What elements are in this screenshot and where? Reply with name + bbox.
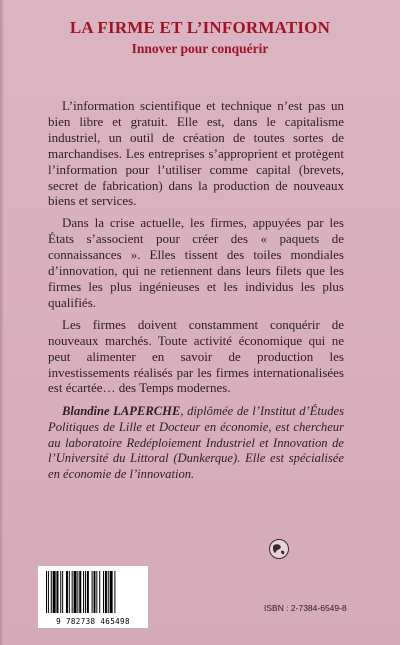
barcode-bar <box>48 571 49 613</box>
barcode-bar <box>92 571 93 613</box>
cover-edge-shadow <box>0 0 4 645</box>
barcode-bar <box>56 571 58 613</box>
barcode-bar <box>110 571 113 613</box>
globe-icon <box>268 538 290 560</box>
blurb-paragraph: Les firmes doivent constamment conquérir de nouveaux marchés. Toute activité économique qui ne peut alimenter en savoir de production les investissements réalisés par les firmes internationalisées est écartée… des Temps modernes. <box>48 316 344 396</box>
barcode-bar <box>87 571 89 613</box>
barcode-bars <box>46 571 140 613</box>
barcode <box>38 566 148 628</box>
author-bio-text: , diplômée de l’Institut d’Études Politiques de Lille et Docteur en économie, est chercheur au laboratoire Redéploiement Industriel et Innovation de l’Université du Littoral (Dunkerque). Elle est spécialisée en économie de l’innovation. <box>48 404 345 482</box>
barcode-bar <box>94 571 96 613</box>
barcode-bar <box>83 571 84 613</box>
book-title: LA FIRME ET L’INFORMATION <box>69 18 331 37</box>
isbn-label: ISBN : 2-7384-6549-8 <box>264 603 347 613</box>
barcode-bar <box>103 571 104 613</box>
barcode-bar <box>99 571 100 613</box>
barcode-bar <box>114 571 115 613</box>
barcode-bar <box>66 571 68 613</box>
barcode-bar <box>85 571 86 613</box>
barcode-bar <box>51 571 52 613</box>
blurb-paragraph: L’information scientifique et technique n’est pas un bien libre et gratuit. Elle est, dans le capitalisme industriel, un outil de création de toutes sortes de marchandises. Les entreprises s’approprient et protègent l’information pour l’utiliser comme capital (brevets, secret de fabrication) dans la production de nouveaux biens et services. <box>48 98 344 209</box>
author-bio <box>48 404 344 483</box>
barcode-bar <box>62 571 63 613</box>
author-name: Blandine LAPERCHE <box>62 404 181 418</box>
blurb <box>48 98 344 402</box>
book-subtitle: Innover pour conquérir <box>131 41 269 56</box>
blurb-paragraph: Dans la crise actuelle, les firmes, appuyées par les États s’associent pour créer des « paquets de connaissances ». Elles tissent des toiles mondiales d’innovation, qui ne retiennent dans leurs filets que les firmes les plus ingénieuses et les individus les plus qualifiés. <box>48 215 344 310</box>
barcode-bar <box>60 571 61 613</box>
barcode-bar <box>108 571 109 613</box>
barcode-bar <box>53 571 56 613</box>
barcode-bar <box>69 571 70 613</box>
barcode-bar <box>77 571 78 613</box>
barcode-bar <box>72 571 73 613</box>
barcode-bar <box>74 571 77 613</box>
barcode-bar <box>105 571 107 613</box>
barcode-digits: 9 782738 465498 <box>56 617 130 626</box>
barcode-bar <box>79 571 81 613</box>
barcode-bar <box>96 571 97 613</box>
barcode-bar <box>46 571 47 613</box>
